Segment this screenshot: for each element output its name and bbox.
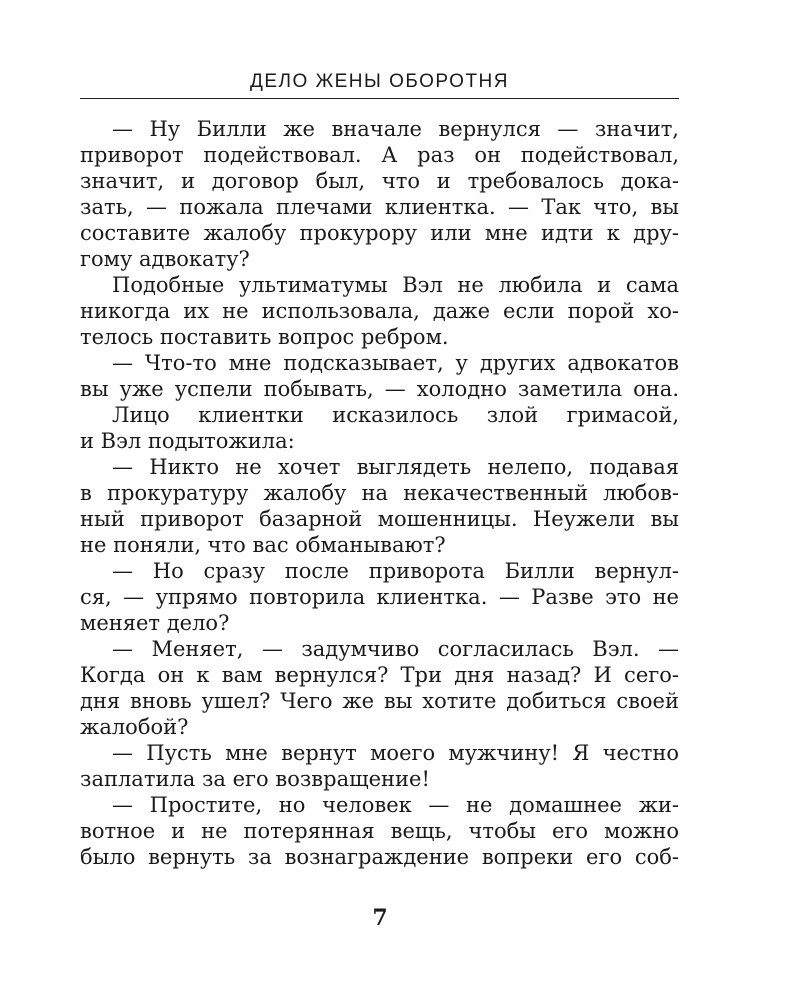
text-line: Лицо клиентки исказилось злой гримасой, — [112, 403, 679, 427]
text-line: — Ну Билли же вначале вернулся — значит, — [112, 117, 679, 141]
text-line: — Что-то мне подсказывает, у других адвокатов — [112, 351, 679, 375]
text-line: гому адвокату? — [80, 247, 250, 271]
text-line: жалобой? — [80, 715, 189, 739]
text-line: Когда он к вам вернулся? Три дня назад? И сего- — [80, 663, 679, 687]
body-text — [80, 116, 679, 870]
text-line: составите жалобу прокурору или мне идти к дру- — [80, 221, 679, 245]
text-line: — Никто не хочет выглядеть нелепо, подавая — [112, 455, 679, 479]
text-line: ся, — упрямо повторила клиентка. — Разве это не — [80, 585, 679, 609]
text-line: — Простите, но человек — не домашнее жи- — [112, 793, 679, 817]
text-line: Подобные ультиматумы Вэл не любила и сама — [112, 273, 679, 297]
text-line: не поняли, что вас обманывают? — [80, 533, 446, 557]
text-line: дня вновь ушел? Чего же вы хотите добиться своей — [80, 689, 679, 713]
text-line: никогда их не использовала, даже если порой хо- — [80, 299, 679, 323]
text-line: зать, — пожала плечами клиентка. — Так что, вы — [80, 195, 679, 219]
text-line: вы уже успели побывать, — холодно заметила она. — [80, 377, 679, 401]
text-line: вотное и не потерянная вещь, чтобы его можно — [80, 819, 679, 843]
text-line: заплатила за его возвращение! — [80, 767, 430, 791]
text-line: и Вэл подытожила: — [80, 429, 295, 453]
text-line: было вернуть за вознаграждение вопреки его соб- — [80, 845, 679, 869]
text-line: значит, и договор был, что и требовалось дока- — [80, 169, 679, 193]
text-line: — Меняет, — задумчиво согласилась Вэл. — — [112, 637, 679, 661]
page-number: 7 — [372, 905, 388, 931]
text-line: — Пусть мне вернут моего мужчину! Я честно — [112, 741, 679, 765]
text-line: в прокуратуру жалобу на некачественный любов- — [80, 481, 679, 505]
text-line: ный приворот базарной мошенницы. Неужели вы — [80, 507, 679, 531]
running-head-title: ДЕЛО ЖЕНЫ ОБОРОТНЯ — [80, 70, 679, 99]
text-line: — Но сразу после приворота Билли вернул- — [112, 559, 679, 583]
text-line: меняет дело? — [80, 611, 230, 635]
text-line: телось поставить вопрос ребром. — [80, 325, 449, 349]
text-line: приворот подействовал. А раз он подействовал, — [80, 143, 679, 167]
